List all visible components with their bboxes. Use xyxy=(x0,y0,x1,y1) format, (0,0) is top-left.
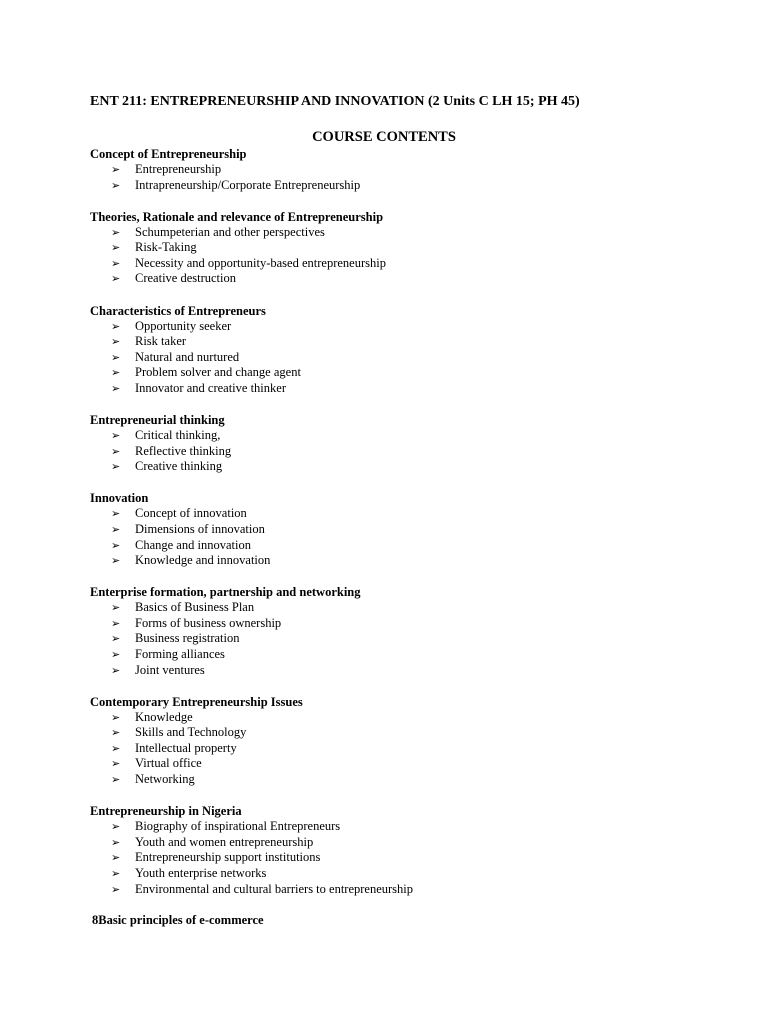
list-item-text: Opportunity seeker xyxy=(135,318,232,333)
list-item xyxy=(90,663,730,679)
arrow-bullet-icon: ➢ xyxy=(111,256,121,270)
list-item-text: Networking xyxy=(135,772,195,787)
section-item-list xyxy=(90,710,730,788)
arrow-bullet-icon: ➢ xyxy=(111,366,121,380)
list-item xyxy=(90,835,730,851)
arrow-bullet-icon: ➢ xyxy=(111,225,121,239)
arrow-bullet-icon: ➢ xyxy=(111,335,121,349)
section xyxy=(90,412,730,475)
list-item-text: Dimensions of innovation xyxy=(135,521,265,536)
list-item-text: Knowledge and innovation xyxy=(135,553,271,568)
section-item-list xyxy=(90,428,730,475)
arrow-bullet-icon: ➢ xyxy=(111,538,121,552)
list-item-text: Joint ventures xyxy=(135,662,205,677)
list-item-text: Youth and women entrepreneurship xyxy=(135,834,314,849)
list-item-text: Forms of business ownership xyxy=(135,615,282,630)
section-heading: Enterprise formation, partnership and networking xyxy=(90,585,361,600)
list-item xyxy=(90,428,730,444)
arrow-bullet-icon: ➢ xyxy=(111,241,121,255)
course-sections xyxy=(90,146,730,913)
section xyxy=(90,303,730,397)
section-heading: Contemporary Entrepreneurship Issues xyxy=(90,694,303,709)
list-item xyxy=(90,256,730,272)
list-item xyxy=(90,741,730,757)
list-item-text: Knowledge xyxy=(135,709,193,724)
section-heading: Theories, Rationale and relevance of Entrepreneurship xyxy=(90,209,384,224)
list-item xyxy=(90,725,730,741)
arrow-bullet-icon: ➢ xyxy=(111,882,121,896)
section-item-list xyxy=(90,319,730,397)
list-item xyxy=(90,600,730,616)
closing-heading: 8Basic principles of e-commerce xyxy=(92,913,264,927)
list-item-text: Biography of inspirational Entrepreneurs xyxy=(135,819,341,834)
section-item-list xyxy=(90,162,730,193)
list-item-text: Forming alliances xyxy=(135,646,225,661)
arrow-bullet-icon: ➢ xyxy=(111,820,121,834)
list-item xyxy=(90,772,730,788)
list-item xyxy=(90,365,730,381)
list-item xyxy=(90,538,730,554)
section-heading: Innovation xyxy=(90,491,149,506)
arrow-bullet-icon: ➢ xyxy=(111,616,121,630)
list-item xyxy=(90,647,730,663)
list-item-text: Basics of Business Plan xyxy=(135,600,255,615)
list-item xyxy=(90,756,730,772)
section xyxy=(90,209,730,287)
list-item xyxy=(90,850,730,866)
arrow-bullet-icon: ➢ xyxy=(111,554,121,568)
list-item-text: Entrepreneurship support institutions xyxy=(135,850,321,865)
list-item xyxy=(90,553,730,569)
section-item-list xyxy=(90,225,730,287)
arrow-bullet-icon: ➢ xyxy=(111,507,121,521)
list-item-text: Concept of innovation xyxy=(135,506,247,521)
arrow-bullet-icon: ➢ xyxy=(111,178,121,192)
arrow-bullet-icon: ➢ xyxy=(111,866,121,880)
arrow-bullet-icon: ➢ xyxy=(111,272,121,286)
list-item-text: Intrapreneurship/Corporate Entrepreneurship xyxy=(135,177,361,192)
list-item xyxy=(90,506,730,522)
arrow-bullet-icon: ➢ xyxy=(111,163,121,176)
list-item-text: Entrepreneurship xyxy=(135,162,222,176)
list-item xyxy=(90,459,730,475)
arrow-bullet-icon: ➢ xyxy=(111,632,121,646)
arrow-bullet-icon: ➢ xyxy=(111,319,121,333)
course-title: ENT 211: ENTREPRENEURSHIP AND INNOVATION (2 Units C LH 15; PH 45) xyxy=(90,94,580,109)
list-item xyxy=(90,522,730,538)
list-item xyxy=(90,334,730,350)
list-item xyxy=(90,710,730,726)
list-item-text: Youth enterprise networks xyxy=(135,865,267,880)
list-item-text: Change and innovation xyxy=(135,537,251,552)
arrow-bullet-icon: ➢ xyxy=(111,741,121,755)
list-item-text: Risk-Taking xyxy=(135,240,197,255)
list-item-text: Schumpeterian and other perspectives xyxy=(135,224,325,239)
list-item-text: Risk taker xyxy=(135,334,187,349)
list-item-text: Natural and nurtured xyxy=(135,349,240,364)
list-item-text: Necessity and opportunity-based entrepreneurship xyxy=(135,255,386,270)
list-item-text: Virtual office xyxy=(135,756,202,771)
arrow-bullet-icon: ➢ xyxy=(111,444,121,458)
arrow-bullet-icon: ➢ xyxy=(111,757,121,771)
list-item-text: Business registration xyxy=(135,631,240,646)
list-item xyxy=(90,866,730,882)
section xyxy=(90,694,730,788)
list-item-text: Environmental and cultural barriers to entrepreneurship xyxy=(135,881,414,896)
section-item-list xyxy=(90,819,730,897)
section-item-list xyxy=(90,600,730,678)
course-contents-heading: COURSE CONTENTS xyxy=(312,129,456,145)
list-item-text: Creative thinking xyxy=(135,459,223,474)
list-item xyxy=(90,319,730,335)
arrow-bullet-icon: ➢ xyxy=(111,726,121,740)
arrow-bullet-icon: ➢ xyxy=(111,460,121,474)
list-item xyxy=(90,178,730,194)
arrow-bullet-icon: ➢ xyxy=(111,381,121,395)
list-item-text: Creative destruction xyxy=(135,271,237,286)
section-heading: Concept of Entrepreneurship xyxy=(90,147,247,161)
list-item-text: Innovator and creative thinker xyxy=(135,380,286,395)
arrow-bullet-icon: ➢ xyxy=(111,601,121,615)
list-item xyxy=(90,444,730,460)
section xyxy=(90,490,730,568)
section xyxy=(90,146,730,193)
arrow-bullet-icon: ➢ xyxy=(111,522,121,536)
list-item xyxy=(90,616,730,632)
arrow-bullet-icon: ➢ xyxy=(111,647,121,661)
section-heading: Characteristics of Entrepreneurs xyxy=(90,303,266,318)
list-item xyxy=(90,240,730,256)
arrow-bullet-icon: ➢ xyxy=(111,710,121,724)
section-heading: Entrepreneurship in Nigeria xyxy=(90,804,242,819)
list-item-text: Critical thinking, xyxy=(135,428,221,443)
arrow-bullet-icon: ➢ xyxy=(111,350,121,364)
list-item xyxy=(90,162,730,178)
list-item xyxy=(90,225,730,241)
section xyxy=(90,584,730,678)
list-item xyxy=(90,271,730,287)
arrow-bullet-icon: ➢ xyxy=(111,429,121,443)
list-item xyxy=(90,350,730,366)
list-item xyxy=(90,882,730,898)
list-item xyxy=(90,631,730,647)
arrow-bullet-icon: ➢ xyxy=(111,663,121,677)
list-item-text: Reflective thinking xyxy=(135,443,232,458)
list-item-text: Skills and Technology xyxy=(135,725,247,740)
section-item-list xyxy=(90,506,730,568)
arrow-bullet-icon: ➢ xyxy=(111,773,121,787)
list-item-text: Intellectual property xyxy=(135,740,237,755)
section-heading: Entrepreneurial thinking xyxy=(90,413,225,428)
list-item-text: Problem solver and change agent xyxy=(135,365,301,380)
section xyxy=(90,803,730,897)
list-item xyxy=(90,381,730,397)
list-item xyxy=(90,819,730,835)
arrow-bullet-icon: ➢ xyxy=(111,851,121,865)
arrow-bullet-icon: ➢ xyxy=(111,835,121,849)
